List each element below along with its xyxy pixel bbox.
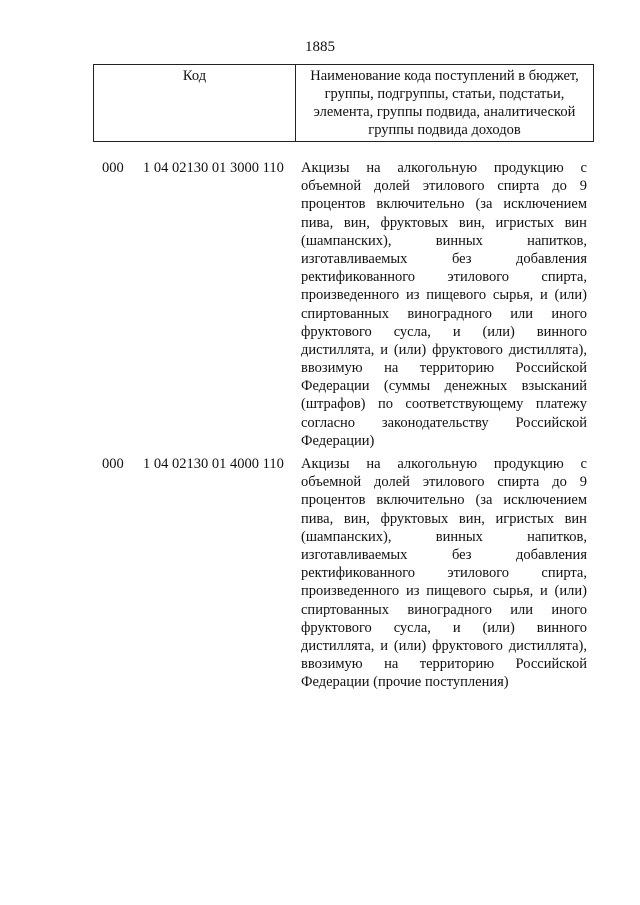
description-word: фруктового [301, 619, 372, 636]
description-word: на [366, 456, 381, 472]
description-word: и [452, 323, 461, 340]
description-line [301, 305, 587, 323]
description-word: процентов [301, 492, 366, 509]
description-word: этилового [447, 565, 510, 582]
description-word: включительно [376, 492, 465, 509]
description-word: этилового [422, 474, 485, 491]
description-word: дистиллята, [301, 637, 375, 654]
description-word: исключением [503, 196, 587, 213]
description-word: (за [475, 492, 493, 509]
description-word: до [552, 474, 567, 491]
description-word: или [510, 305, 534, 322]
description-word: этилового [447, 269, 510, 286]
description-word: напитков, [527, 232, 587, 249]
description-word: долей [374, 178, 410, 195]
description-word: Акцизы [301, 160, 350, 176]
kbk-code: 1 04 02130 01 4000 110 [143, 456, 284, 472]
row-description [301, 455, 587, 691]
description-word: добавления [516, 546, 587, 563]
description-word: вин, [343, 510, 370, 527]
description-word: поступления) [424, 674, 509, 691]
description-line [301, 414, 587, 432]
description-line [301, 510, 587, 528]
description-word: и [380, 341, 388, 358]
description-word: фруктового [301, 323, 372, 340]
description-word: вин, [458, 510, 485, 527]
description-word: вин [564, 214, 587, 231]
description-word: вин [564, 510, 587, 527]
description-line [301, 341, 587, 359]
description-word: и [540, 287, 548, 304]
description-line [301, 655, 587, 673]
description-word: этилового [422, 178, 485, 195]
description-word: Российской [515, 656, 587, 673]
description-line [301, 619, 587, 637]
description-word: территорию [419, 360, 495, 377]
description-word: пищевого [426, 287, 487, 304]
description-word: (суммы [383, 378, 431, 395]
description-line [301, 286, 587, 304]
description-line [301, 432, 587, 450]
description-word: спирта [497, 178, 540, 195]
description-word: (или) [393, 341, 427, 358]
description-word: с [580, 160, 587, 176]
description-word: спирта, [541, 565, 587, 582]
description-word: спиртованных [301, 601, 390, 618]
description-word: пива, [301, 510, 334, 527]
description-word: Федерации) [301, 432, 375, 449]
description-word: виноградного [407, 305, 492, 322]
description-word: виноградного [407, 601, 492, 618]
description-line [301, 673, 587, 691]
description-line [301, 637, 587, 655]
description-line [301, 232, 587, 250]
description-word: Федерации [301, 674, 374, 691]
description-word: Федерации [301, 378, 370, 395]
description-word: дистиллята), [508, 341, 587, 358]
header-name-line: Наименование кода поступлений в бюджет, [310, 68, 579, 84]
description-word: включительно [376, 196, 465, 213]
admin-code: 000 [102, 456, 124, 472]
description-word: пива, [301, 214, 334, 231]
description-word: дистиллята), [508, 637, 587, 654]
description-word: Российской [515, 360, 587, 377]
description-word: вин, [343, 214, 370, 231]
description-word: фруктового [432, 341, 503, 358]
description-word: сырья, [492, 583, 534, 600]
row-description [301, 159, 587, 450]
description-word: с [580, 456, 587, 472]
description-word: ректификованного [301, 269, 416, 286]
description-word: и [540, 583, 548, 600]
description-word: игристых [495, 214, 554, 231]
description-word: изготавливаемых [301, 250, 408, 267]
description-word: (или) [554, 287, 587, 304]
description-word: исключением [503, 492, 587, 509]
description-line [301, 323, 587, 341]
description-line [301, 214, 587, 232]
description-word: (за [475, 196, 493, 213]
description-word: без [451, 250, 472, 267]
description-word: фруктового [432, 637, 503, 654]
description-word: процентов [301, 196, 366, 213]
description-word: денежных [444, 378, 508, 395]
description-word: (или) [482, 323, 515, 340]
description-word: или [510, 601, 534, 618]
description-word: сусла, [393, 323, 431, 340]
description-word: долей [374, 474, 410, 491]
header-name-line: группы подвида доходов [368, 122, 521, 138]
description-line [301, 359, 587, 377]
description-word: игристых [495, 510, 554, 527]
description-word: ввозимую [301, 360, 363, 377]
kbk-code: 1 04 02130 01 3000 110 [143, 160, 284, 176]
header-name-line: элемента, группы подвида, аналитической [313, 104, 576, 120]
description-word: соответствующему [405, 396, 524, 413]
description-word: спиртованных [301, 305, 390, 322]
description-word: на [366, 160, 381, 176]
description-line [301, 395, 587, 413]
description-word: иного [551, 305, 587, 322]
description-line [301, 455, 587, 473]
description-word: спирта [497, 474, 540, 491]
description-word: фруктовых [380, 214, 449, 231]
description-word: (прочие [373, 674, 425, 691]
description-word: законодательству [381, 414, 489, 431]
description-word: объемной [301, 178, 362, 195]
page-number: 1885 [305, 39, 335, 55]
description-word: алкогольную [397, 160, 478, 176]
description-word: ректификованного [301, 565, 416, 582]
description-word: спирта, [541, 269, 587, 286]
header-name-line: группы, подгруппы, статьи, подстатьи, [324, 86, 565, 102]
description-word: из [405, 583, 420, 600]
description-word: фруктовых [380, 510, 449, 527]
description-line [301, 491, 587, 509]
description-word: дистиллята, [301, 341, 375, 358]
description-word: и [452, 619, 461, 636]
description-word: 9 [579, 178, 587, 195]
description-word: иного [551, 601, 587, 618]
description-word: винного [536, 323, 587, 340]
description-word: винных [435, 528, 483, 545]
description-word: продукцию [493, 160, 564, 176]
description-line [301, 250, 587, 268]
description-line [301, 159, 587, 177]
admin-code: 000 [102, 160, 124, 176]
description-word: и [380, 637, 388, 654]
description-word: Акцизы [301, 456, 350, 472]
description-word: взысканий [521, 378, 587, 395]
description-word: произведенного [301, 583, 400, 600]
description-word: вин, [458, 214, 485, 231]
description-word: произведенного [301, 287, 400, 304]
description-line [301, 473, 587, 491]
description-word: до [552, 178, 567, 195]
description-word: продукцию [493, 456, 564, 472]
description-word: платежу [535, 396, 587, 413]
description-word: на [384, 656, 399, 673]
description-word: по [377, 396, 393, 413]
description-word: (или) [554, 583, 587, 600]
description-word: сусла, [393, 619, 431, 636]
description-word: изготавливаемых [301, 546, 408, 563]
description-word: винного [536, 619, 587, 636]
description-word: согласно [301, 414, 356, 431]
description-word: (штрафов) [301, 396, 366, 413]
description-word: винных [435, 232, 483, 249]
description-line [301, 195, 587, 213]
description-word: (шампанских), [301, 528, 392, 545]
description-word: (шампанских), [301, 232, 392, 249]
description-word: сырья, [492, 287, 534, 304]
description-line [301, 377, 587, 395]
description-line [301, 601, 587, 619]
description-line [301, 582, 587, 600]
description-word: из [405, 287, 420, 304]
description-word: добавления [516, 250, 587, 267]
description-line [301, 177, 587, 195]
description-word: пищевого [426, 583, 487, 600]
description-word: ввозимую [301, 656, 363, 673]
description-word: (или) [482, 619, 515, 636]
description-word: территорию [419, 656, 495, 673]
header-name-cell [296, 65, 594, 142]
description-word: (или) [393, 637, 427, 654]
header-code-cell: Код [94, 65, 296, 142]
description-word: алкогольную [397, 456, 478, 472]
description-word: без [451, 546, 472, 563]
description-line [301, 546, 587, 564]
header-table [93, 64, 594, 142]
description-word: напитков, [527, 528, 587, 545]
description-line [301, 268, 587, 286]
description-line [301, 564, 587, 582]
description-word: на [384, 360, 399, 377]
description-word: Российской [515, 414, 587, 431]
description-word: 9 [579, 474, 587, 491]
description-word: объемной [301, 474, 362, 491]
description-line [301, 528, 587, 546]
